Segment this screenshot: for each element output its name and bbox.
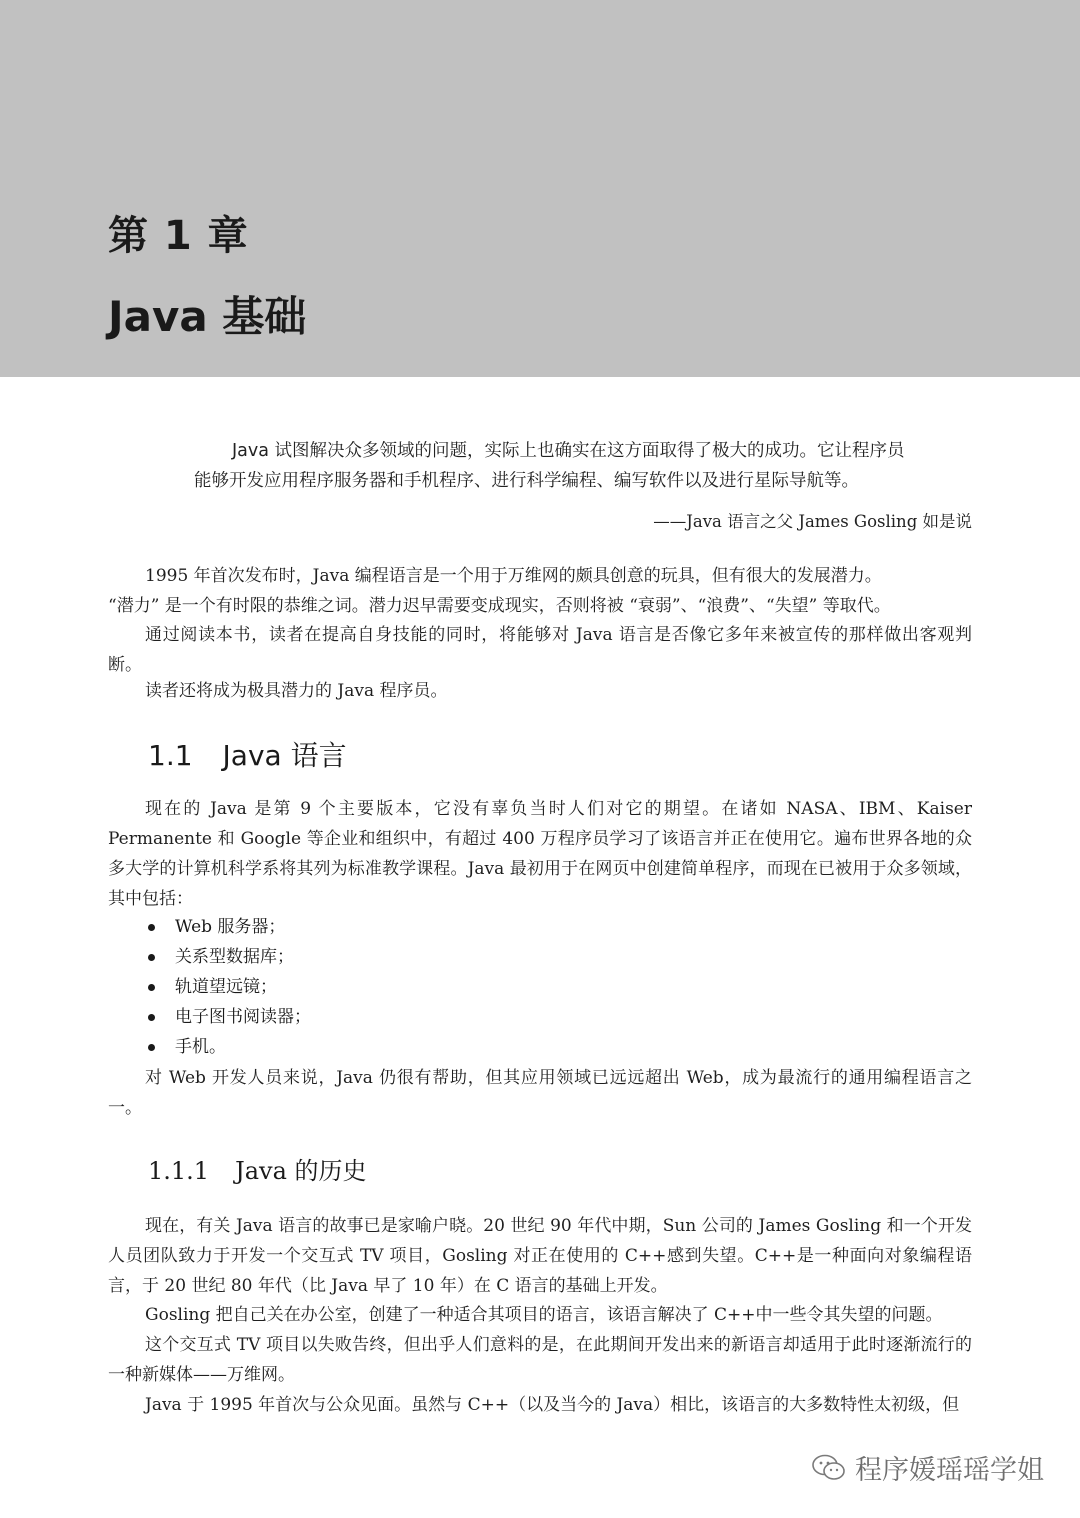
history-paragraph: Gosling 把自己关在办公室，创建了一种适合其项目的语言，该语言解决了 C++中一些令其失望的问题。 bbox=[145, 1305, 943, 1325]
intro-paragraph: “潜力” 是一个有时限的恭维之词。潜力迟早需要变成现实，否则将被 “衰弱”、“浪费”、“失望” 等取代。 bbox=[108, 596, 891, 616]
intro-paragraph: 1995 年首次发布时，Java 编程语言是一个用于万维网的颇具创意的玩具，但有很大的发展潜力。 bbox=[145, 566, 882, 586]
section-heading-1-1-1 bbox=[148, 1151, 367, 1186]
epigraph-attribution: ——Java 语言之父 James Gosling 如是说 bbox=[653, 512, 972, 531]
subsection-title: Java 的历史 bbox=[235, 1157, 367, 1185]
list-item: 电子图书阅读器； bbox=[145, 1002, 311, 1032]
section-title: Java 语言 bbox=[222, 739, 347, 772]
chapter-number: 第 1 章 bbox=[108, 213, 249, 259]
list-item: 手机。 bbox=[145, 1032, 311, 1062]
section-1-1-paragraph: 现在的 Java 是第 9 个主要版本，它没有辜负当时人们对它的期望。在诸如 NASA、IBM、Kaiser Permanente 和 Google 等企业和组织中，有超过 400 万程序员学习了该语言并正在使用它。遍布世界各地的众多大学的计算机科学系将其列为标准教学课程。Java 最初用于在网页中创建简单程序，而现在已被用于众多领域，其中包括： bbox=[108, 799, 972, 909]
epigraph-line-2: 能够开发应用程序服务器和手机程序、进行科学编程、编写软件以及进行星际导航等。 bbox=[194, 471, 859, 491]
watermark bbox=[811, 1448, 1044, 1487]
history-paragraph: 现在，有关 Java 语言的故事已是家喻户晓。20 世纪 90 年代中期，Sun 公司的 James Gosling 和一个开发人员团队致力于开发一个交互式 TV 项目，Gosling 对正在使用的 C++感到失望。C++是一种面向对象编程语言，于 20 世纪 80 年代（比 Java 早了 10 年）在 C 语言的基础上开发。 bbox=[108, 1216, 972, 1296]
wechat-icon bbox=[811, 1453, 847, 1483]
epigraph-line-1: Java 试图解决众多领域的问题，实际上也确实在这方面取得了极大的成功。它让程序员 bbox=[232, 441, 905, 461]
chapter-banner bbox=[0, 0, 1080, 377]
section-1-1-closing-paragraph: 对 Web 开发人员来说，Java 仍很有帮助，但其应用领域已远远超出 Web，成为最流行的通用编程语言之一。 bbox=[108, 1068, 972, 1118]
history-paragraph: 这个交互式 TV 项目以失败告终，但出乎人们意料的是，在此期间开发出来的新语言却适用于此时逐渐流行的一种新媒体——万维网。 bbox=[108, 1335, 972, 1385]
list-item: 关系型数据库； bbox=[145, 942, 311, 972]
application-list bbox=[145, 912, 311, 1062]
chapter-title: Java 基础 bbox=[108, 292, 307, 341]
section-heading-1-1 bbox=[148, 734, 347, 774]
intro-paragraph: 读者还将成为极具潜力的 Java 程序员。 bbox=[145, 681, 448, 701]
history-paragraph: Java 于 1995 年首次与公众见面。虽然与 C++（以及当今的 Java）相比，该语言的大多数特性太初级，但 bbox=[145, 1395, 960, 1415]
section-number: 1.1 bbox=[148, 739, 193, 772]
list-item: Web 服务器； bbox=[145, 912, 311, 942]
watermark-text: 程序媛瑶瑶学姐 bbox=[855, 1455, 1044, 1486]
list-item: 轨道望远镜； bbox=[145, 972, 311, 1002]
intro-paragraph: 通过阅读本书，读者在提高自身技能的同时，将能够对 Java 语言是否像它多年来被宣传的那样做出客观判断。 bbox=[108, 625, 972, 675]
subsection-number: 1.1.1 bbox=[148, 1157, 210, 1185]
